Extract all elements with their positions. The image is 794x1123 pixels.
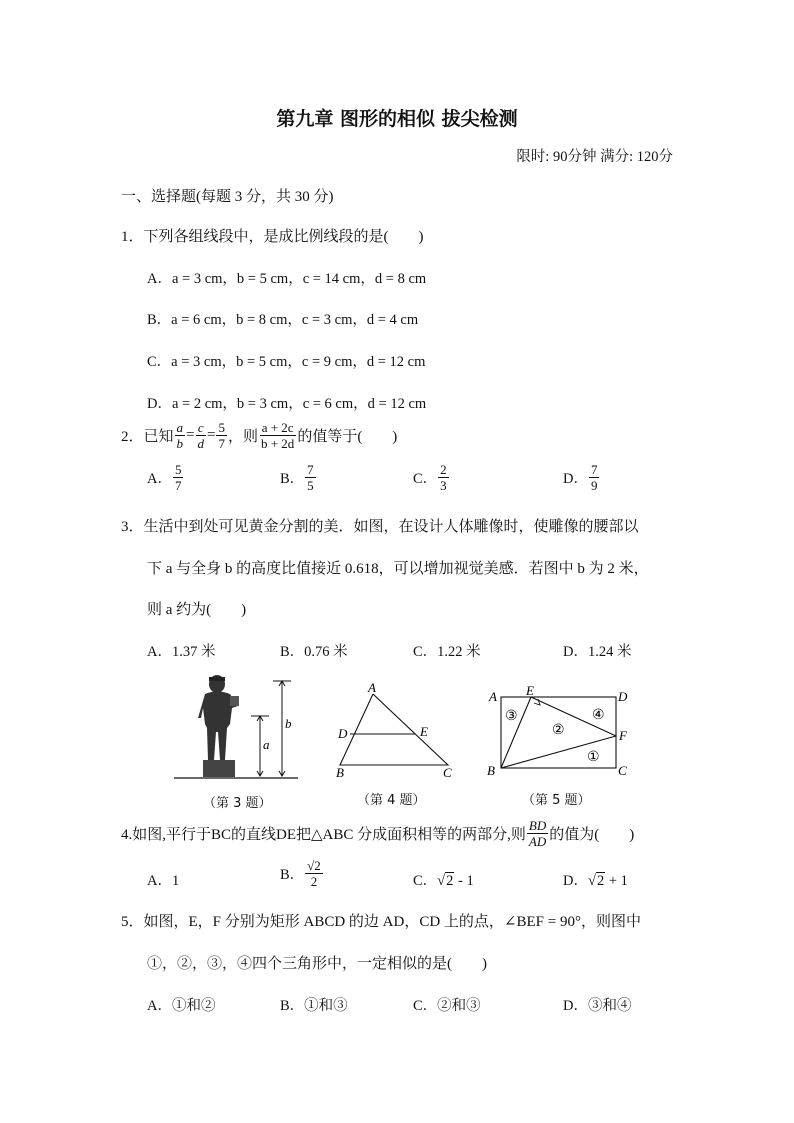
q4-option-a[interactable]: A．1 [147,873,180,889]
q5-option-b[interactable]: B．①和③ [280,998,348,1014]
figure-4-caption: （第 4 题） [357,793,426,808]
q4-fraction-bd-ad: $\frac{BD}{AD}$ [528,818,547,849]
q2-fraction-a-b: $\frac{a}{b}$ [176,420,184,451]
figure-4-triangle [328,682,463,780]
q1-option-c[interactable]: C．a = 3 cm，b = 5 cm，c = 9 cm，d = 12 cm [147,354,426,370]
svg-text:D: D [618,689,628,704]
svg-text:E: E [526,683,534,698]
q2-option-c[interactable]: C． $\frac{2}{3}$ [413,462,447,493]
q1-option-d[interactable]: D．a = 2 cm，b = 3 cm，c = 6 cm，d = 12 cm [147,396,427,412]
figure-3-statue [170,672,300,784]
q2-fraction-5-7: $\frac{5}{7}$ [218,420,225,451]
svg-text:C: C [443,765,452,780]
q3-option-a[interactable]: A．1.37 米 [147,644,216,660]
q2-fraction-expression: $\frac{a + 2c}{b + 2d}$ [260,420,295,451]
svg-text:A: A [489,689,497,704]
q5-line-2: ①，②，③，④四个三角形中，一定相似的是( ) [147,956,487,972]
q4-stem: 4.如图,平行于BC的直线DE把△ABC 分成面积相等的两部分,则 $\frac{BD}{AD}$ 的值为( ) [121,818,635,849]
svg-text:F: F [619,728,627,743]
svg-text:D: D [338,726,348,741]
time-score-limits: 限时: 90分钟 满分: 120分 [516,149,673,165]
q4-option-b[interactable]: B． $\frac{√2}{2}$ [280,858,321,889]
figure-5-rectangle [484,683,634,783]
q5-option-d[interactable]: D．③和④ [563,998,632,1014]
fig3-label-b: b [285,716,292,731]
q4-option-c[interactable]: C．√2 - 1 [413,873,474,889]
q3-option-c[interactable]: C．1.22 米 [413,644,481,660]
q2-stem: 2．已知 $\frac{a}{b}$ = $\frac{c}{d}$ = $\frac{5}{7}$ ，则 $\frac{a + 2c}{b + 2d}$ 的值等于( ) [121,420,398,451]
page-title: 第九章 图形的相似 拔尖检测 [276,108,518,130]
q2-option-d[interactable]: D． $\frac{7}{9}$ [563,462,598,493]
svg-text:E: E [420,724,428,739]
svg-text:A: A [368,682,376,695]
figure-3-caption: （第 3 题） [203,796,272,811]
q5-option-a[interactable]: A．①和② [147,998,216,1014]
q2-option-b[interactable]: B． $\frac{7}{5}$ [280,462,314,493]
q2-fraction-c-d: $\frac{c}{d}$ [197,420,204,451]
svg-text:③: ③ [505,709,518,724]
q3-option-d[interactable]: D．1.24 米 [563,644,632,660]
q5-line-1: 5．如图，E，F 分别为矩形 ABCD 的边 AD，CD 上的点，∠BEF = 90°，则图中 [121,914,641,930]
statue-silhouette [198,675,239,777]
section-heading: 一、选择题(每题 3 分，共 30 分) [121,189,334,205]
q3-line-3: 则 a 约为( ) [147,602,247,618]
q3-option-b[interactable]: B．0.76 米 [280,644,348,660]
q3-line-1: 3．生活中到处可见黄金分割的美．如图，在设计人体雕像时，使雕像的腰部以 [121,519,639,535]
q2-option-a[interactable]: A． $\frac{5}{7}$ [147,462,182,493]
q5-option-c[interactable]: C．②和③ [413,998,481,1014]
svg-text:④: ④ [592,708,605,723]
q4-option-d[interactable]: D．√2 + 1 [563,873,628,889]
svg-text:B: B [336,765,344,780]
q2-prefix: 2．已知 [121,429,174,445]
figure-5-caption: （第 5 题） [522,793,591,808]
svg-text:①: ① [587,750,600,765]
q1-option-b[interactable]: B．a = 6 cm，b = 8 cm，c = 3 cm，d = 4 cm [147,312,419,328]
svg-text:②: ② [552,723,565,738]
svg-text:B: B [487,763,495,778]
svg-text:C: C [618,763,627,778]
q3-line-2: 下 a 与全身 b 的高度比值接近 0.618，可以增加视觉美感．若图中 b 为 2 米， [147,561,649,577]
q1-option-a[interactable]: A．a = 3 cm，b = 5 cm，c = 14 cm，d = 8 cm [147,271,427,287]
q1-stem: 1．下列各组线段中，是成比例线段的是( ) [121,229,424,245]
fig3-label-a: a [263,737,270,752]
